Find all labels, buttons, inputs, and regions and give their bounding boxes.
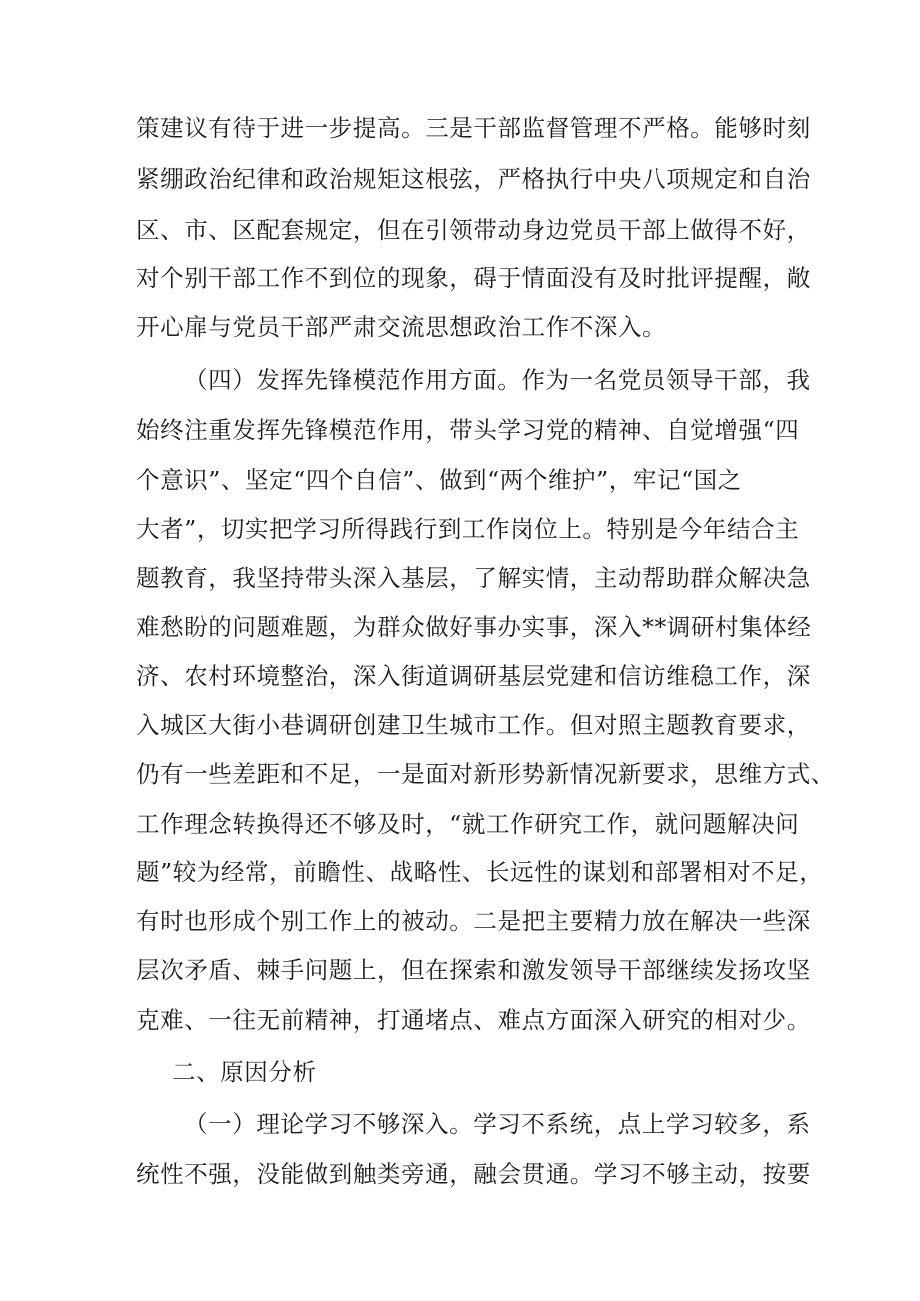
paragraph-line: 紧绷政治纪律和政治规矩这根弦，严格执行中央八项规定和自治	[136, 165, 811, 193]
paragraph-line: 开心扉与党员干部严肃交流思想政治工作不深入。	[136, 313, 667, 341]
paragraph-line: 统性不强，没能做到触类旁通，融会贯通。学习不够主动，按要	[136, 1160, 811, 1188]
paragraph-line: 有时也形成个别工作上的被动。二是把主要精力放在解决一些深	[136, 907, 811, 935]
paragraph-line: 难愁盼的问题难题，为群众做好事办实事，深入**调研村集体经	[136, 613, 812, 641]
paragraph-line: （四）发挥先锋模范作用方面。作为一名党员领导干部，我	[184, 366, 811, 394]
paragraph-line: 个意识”、坚定“四个自信”、做到“两个维护”，牢记“国之	[136, 466, 742, 494]
paragraph-line: 仍有一些差距和不足，一是面对新形势新情况新要求，思维方式、	[136, 760, 835, 788]
paragraph-line: 始终注重发挥先锋模范作用，带头学习党的精神、自觉增强“四	[136, 416, 800, 444]
paragraph-line: 工作理念转换得还不够及时，“就工作研究工作，就问题解决问	[136, 810, 800, 838]
paragraph-line: 层次矛盾、棘手问题上，但在探索和激发领导干部继续发扬攻坚	[136, 956, 811, 984]
paragraph-line: 大者”，切实把学习所得践行到工作岗位上。特别是今年结合主	[136, 515, 800, 543]
paragraph-line: 济、农村环境整治，深入街道调研基层党建和信访维稳工作，深	[136, 662, 811, 690]
paragraph-line: 区、市、区配套规定，但在引领带动身边党员干部上做得不好，	[136, 216, 811, 244]
paragraph-line: 克难、一往无前精神，打通堵点、难点方面深入研究的相对少。	[136, 1006, 811, 1034]
paragraph-line: 题”较为经常，前瞻性、战略性、长远性的谋划和部署相对不足，	[136, 858, 824, 886]
paragraph-line: 对个别干部工作不到位的现象，碍于情面没有及时批评提醒，敞	[136, 264, 811, 292]
paragraph-line: 入城区大街小巷调研创建卫生城市工作。但对照主题教育要求，	[136, 711, 811, 739]
paragraph-line: 策建议有待于进一步提高。三是干部监督管理不严格。能够时刻	[136, 114, 811, 142]
paragraph-line: （一）理论学习不够深入。学习不系统，点上学习较多，系	[184, 1110, 811, 1138]
section-heading: 二、原因分析	[172, 1058, 317, 1086]
paragraph-line: 题教育，我坚持带头深入基层，了解实情，主动帮助群众解决急	[136, 564, 811, 592]
